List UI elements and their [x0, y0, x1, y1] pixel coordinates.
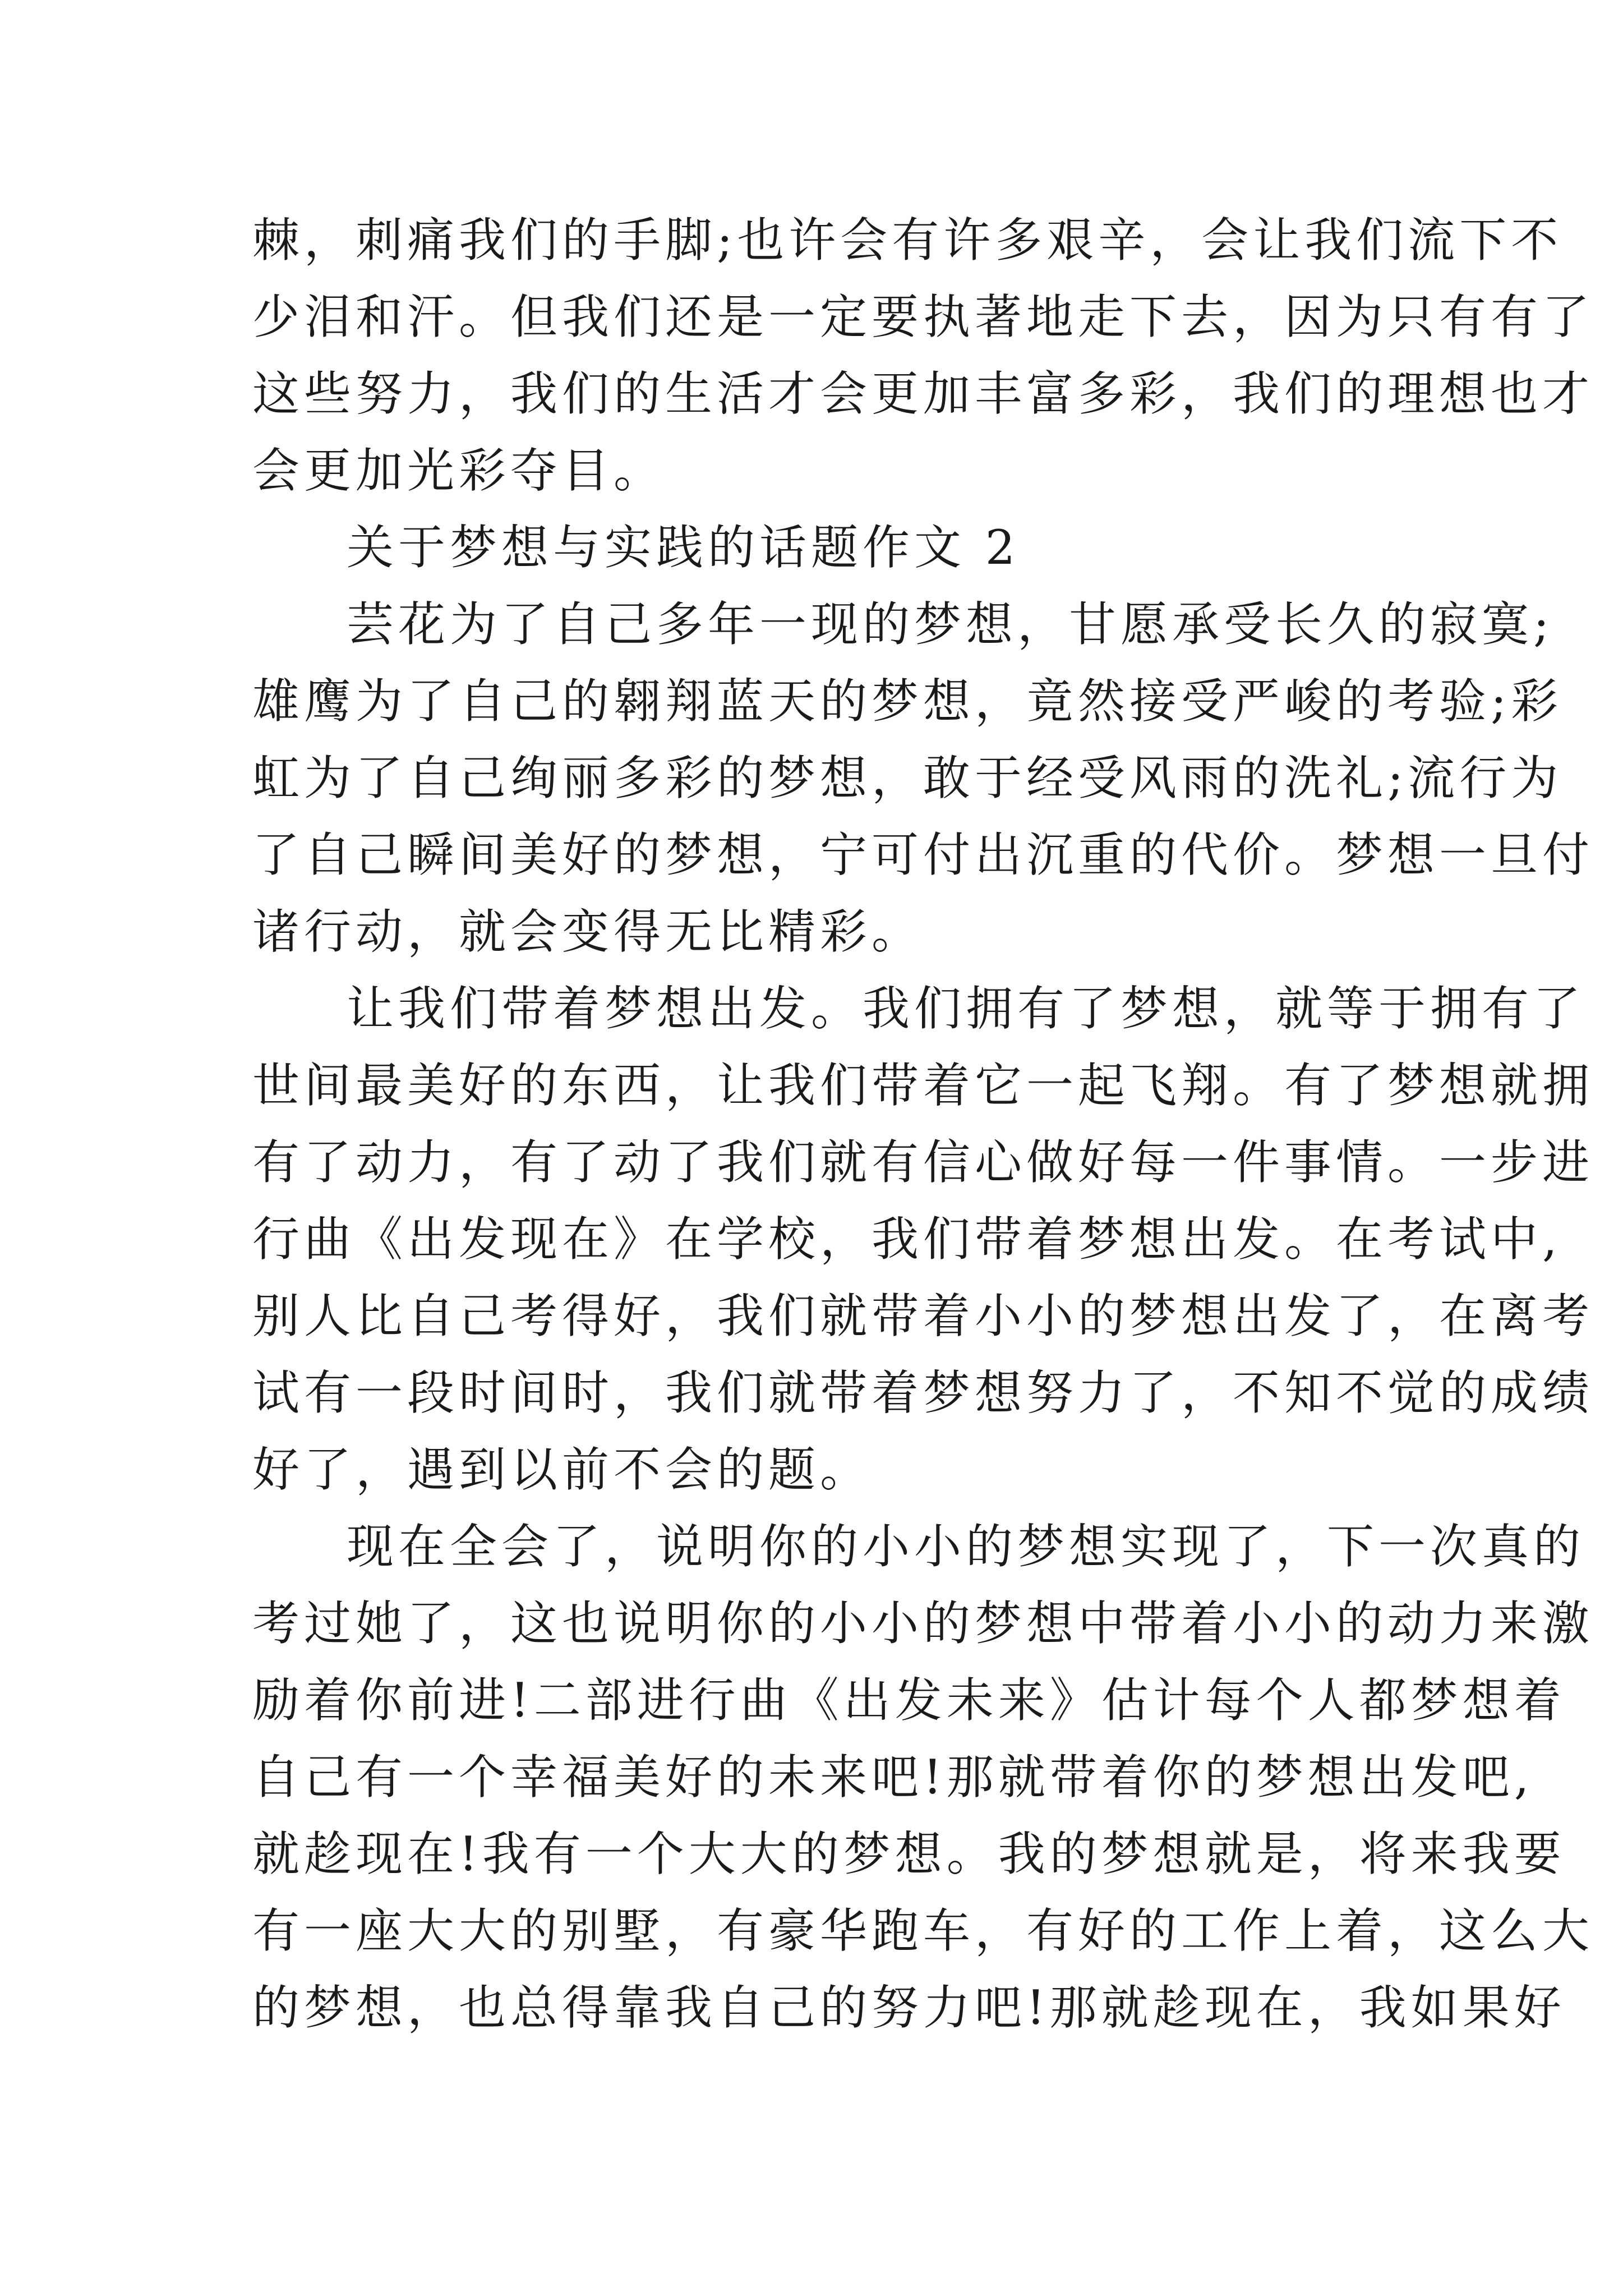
text-line: 现在全会了，说明你的小小的梦想实现了，下一次真的: [347, 1519, 1585, 1574]
text-line: 考过她了，这也说明你的小小的梦想中带着小小的动力来激: [252, 1596, 1594, 1651]
text-line: 的梦想，也总得靠我自己的努力吧!那就趁现在，我如果好: [252, 1980, 1566, 2035]
text-line: 诸行动，就会变得无比精彩。: [252, 904, 924, 959]
text-line: 别人比自己考得好，我们就带着小小的梦想出发了，在离考: [252, 1289, 1594, 1343]
text-line: 行曲《出发现在》在学校，我们带着梦想出发。在考试中,: [252, 1212, 1562, 1267]
text-line: 少泪和汗。但我们还是一定要执著地走下去，因为只有有了: [252, 289, 1594, 344]
text-line: 这些努力，我们的生活才会更加丰富多彩，我们的理想也才: [252, 366, 1594, 421]
text-line: 雄鹰为了自己的翱翔蓝天的梦想，竟然接受严峻的考验;彩: [252, 674, 1563, 729]
text-line: 关于梦想与实践的话题作文 2: [347, 520, 1020, 575]
text-line: 励着你前进!二部进行曲《出发未来》估计每个人都梦想着: [252, 1673, 1566, 1728]
text-line: 会更加光彩夺目。: [252, 443, 666, 498]
text-line: 棘，刺痛我们的手脚;也许会有许多艰辛，会让我们流下不: [252, 213, 1563, 268]
text-line: 世间最美好的东西，让我们带着它一起飞翔。有了梦想就拥: [252, 1058, 1594, 1113]
text-line: 就趁现在!我有一个大大的梦想。我的梦想就是，将来我要: [252, 1826, 1566, 1881]
text-line: 好了，遇到以前不会的题。: [252, 1442, 872, 1497]
text-line: 有了动力，有了动了我们就有信心做好每一件事情。一步进: [252, 1135, 1594, 1190]
document-body-text: [252, 202, 1594, 2046]
text-line: 有一座大大的别墅，有豪华跑车，有好的工作上着，这么大: [252, 1903, 1594, 1958]
text-line: 了自己瞬间美好的梦想，宁可付出沉重的代价。梦想一旦付: [252, 827, 1594, 882]
text-line: 芸花为了自己多年一现的梦想，甘愿承受长久的寂寞;: [347, 597, 1554, 652]
text-line: 虹为了自己绚丽多彩的梦想，敢于经受风雨的洗礼;流行为: [252, 751, 1563, 806]
text-line: 试有一段时间时，我们就带着梦想努力了，不知不觉的成绩: [252, 1365, 1594, 1420]
text-line: 让我们带着梦想出发。我们拥有了梦想，就等于拥有了: [347, 981, 1585, 1036]
text-line: 自己有一个幸福美好的未来吧!那就带着你的梦想出发吧,: [252, 1750, 1534, 1805]
